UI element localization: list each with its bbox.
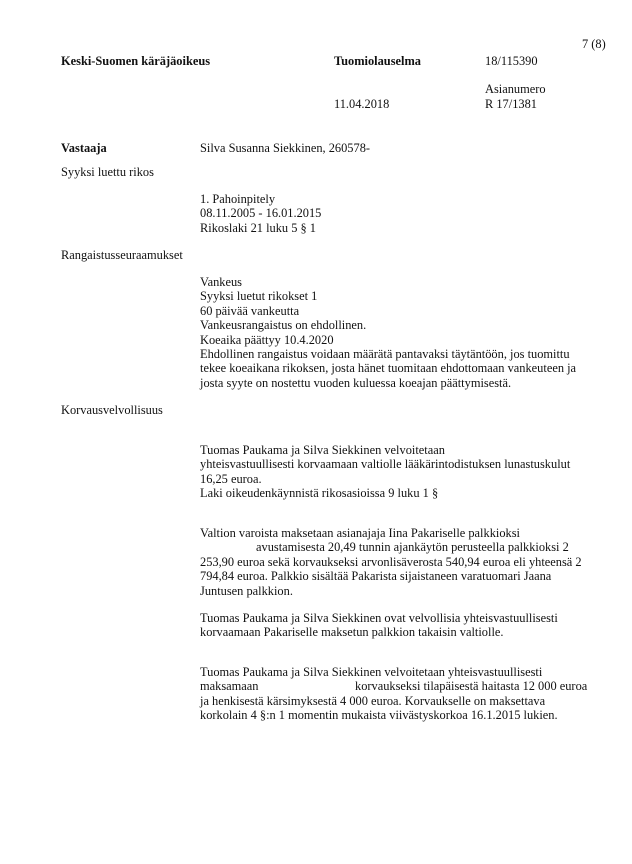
defendant-value: Silva Susanna Siekkinen, 260578-: [200, 141, 371, 155]
paragraph-line: 16,25 euroa.: [200, 471, 262, 486]
sentence-line: josta syyte on nostettu vuoden kuluessa koeajan päättymisestä.: [200, 375, 512, 390]
sentence-line: 60 päivää vankeutta: [200, 303, 300, 318]
paragraph-line: 253,90 euroa sekä korvaukseksi arvonlisäverosta 540,94 euroa eli yhteensä 2: [200, 554, 582, 569]
compensation-label: Korvausvelvollisuus: [61, 403, 163, 417]
paragraph-line: yhteisvastuullisesti korvaamaan valtiolle lääkärintodistuksen lunastuskulut: [200, 457, 571, 472]
paragraph-line: Tuomas Paukama ja Silva Siekkinen velvoitetaan: [200, 443, 445, 457]
paragraph-line: Tuomas Paukama ja Silva Siekkinen velvoitetaan yhteisvastuullisesti: [200, 665, 543, 679]
sentence-line: Ehdollinen rangaistus voidaan määrätä pantavaksi täytäntöön, jos tuomittu: [200, 346, 570, 361]
page-number: 7 (8): [582, 37, 606, 51]
charge-line: Rikoslaki 21 luku 5 § 1: [200, 220, 316, 235]
paragraph-line: Tuomas Paukama ja Silva Siekkinen ovat velvollisia yhteisvastuullisesti: [200, 611, 558, 625]
paragraph-text: maksamaan: [200, 679, 259, 694]
paragraph-line: korkolain 4 §:n 1 momentin mukaista viivästyskorkoa 16.1.2015 lukien.: [200, 708, 558, 723]
compensation-paragraph-4: [200, 665, 588, 723]
compensation-paragraph-1: [200, 443, 570, 501]
paragraph-line: 794,84 euroa. Palkkio sisältää Pakarista sijaistaneen varatuomari Jaana: [200, 569, 552, 584]
sentence-line: tekee koeaikana rikoksen, josta hänet tuomitaan ehdottomaan vankeuteen ja: [200, 361, 577, 376]
charge-line: 08.11.2005 - 16.01.2015: [200, 206, 322, 221]
paragraph-line: Valtion varoista maksetaan asianajaja Iina Pakariselle palkkioksi: [200, 526, 520, 540]
compensation-paragraph-3: [200, 611, 558, 640]
sentence-label: Rangaistusseuraamukset: [61, 248, 183, 262]
sentence-line: Vankeusrangaistus on ehdollinen.: [200, 318, 367, 333]
document-type: Tuomiolauselma: [334, 54, 421, 68]
sentence-block: [200, 275, 576, 390]
compensation-paragraph-2: [200, 526, 582, 598]
defendant-label: Vastaaja: [61, 141, 107, 155]
charges-label: Syyksi luettu rikos: [61, 165, 154, 179]
charges-block: [200, 192, 321, 235]
case-number: R 17/1381: [485, 97, 537, 111]
document-date: 11.04.2018: [334, 97, 390, 111]
paragraph-line: Laki oikeudenkäynnistä rikosasioissa 9 luku 1 §: [200, 486, 439, 501]
paragraph-text: korvaukseksi tilapäisestä haitasta 12 000 euroa: [355, 679, 588, 694]
paragraph-line: korvaamaan Pakariselle maksetun palkkion takaisin valtiolle.: [200, 625, 504, 640]
charge-line: 1. Pahoinpitely: [200, 192, 276, 206]
sentence-line: Vankeus: [200, 275, 242, 289]
sentence-line: Koeaika päättyy 10.4.2020: [200, 332, 334, 347]
paragraph-line: ja henkisestä kärsimyksestä 4 000 euroa. Korvaukselle on maksettava: [200, 693, 546, 708]
case-number-label: Asianumero: [485, 82, 546, 96]
document-id: 18/115390: [485, 54, 538, 68]
court-name: Keski-Suomen käräjäoikeus: [61, 54, 211, 68]
sentence-line: Syyksi luetut rikokset 1: [200, 289, 318, 304]
paragraph-line: [200, 679, 588, 694]
paragraph-line: Juntusen palkkion.: [200, 583, 293, 598]
paragraph-line: avustamisesta 20,49 tunnin ajankäytön perusteella palkkioksi 2: [256, 540, 569, 555]
